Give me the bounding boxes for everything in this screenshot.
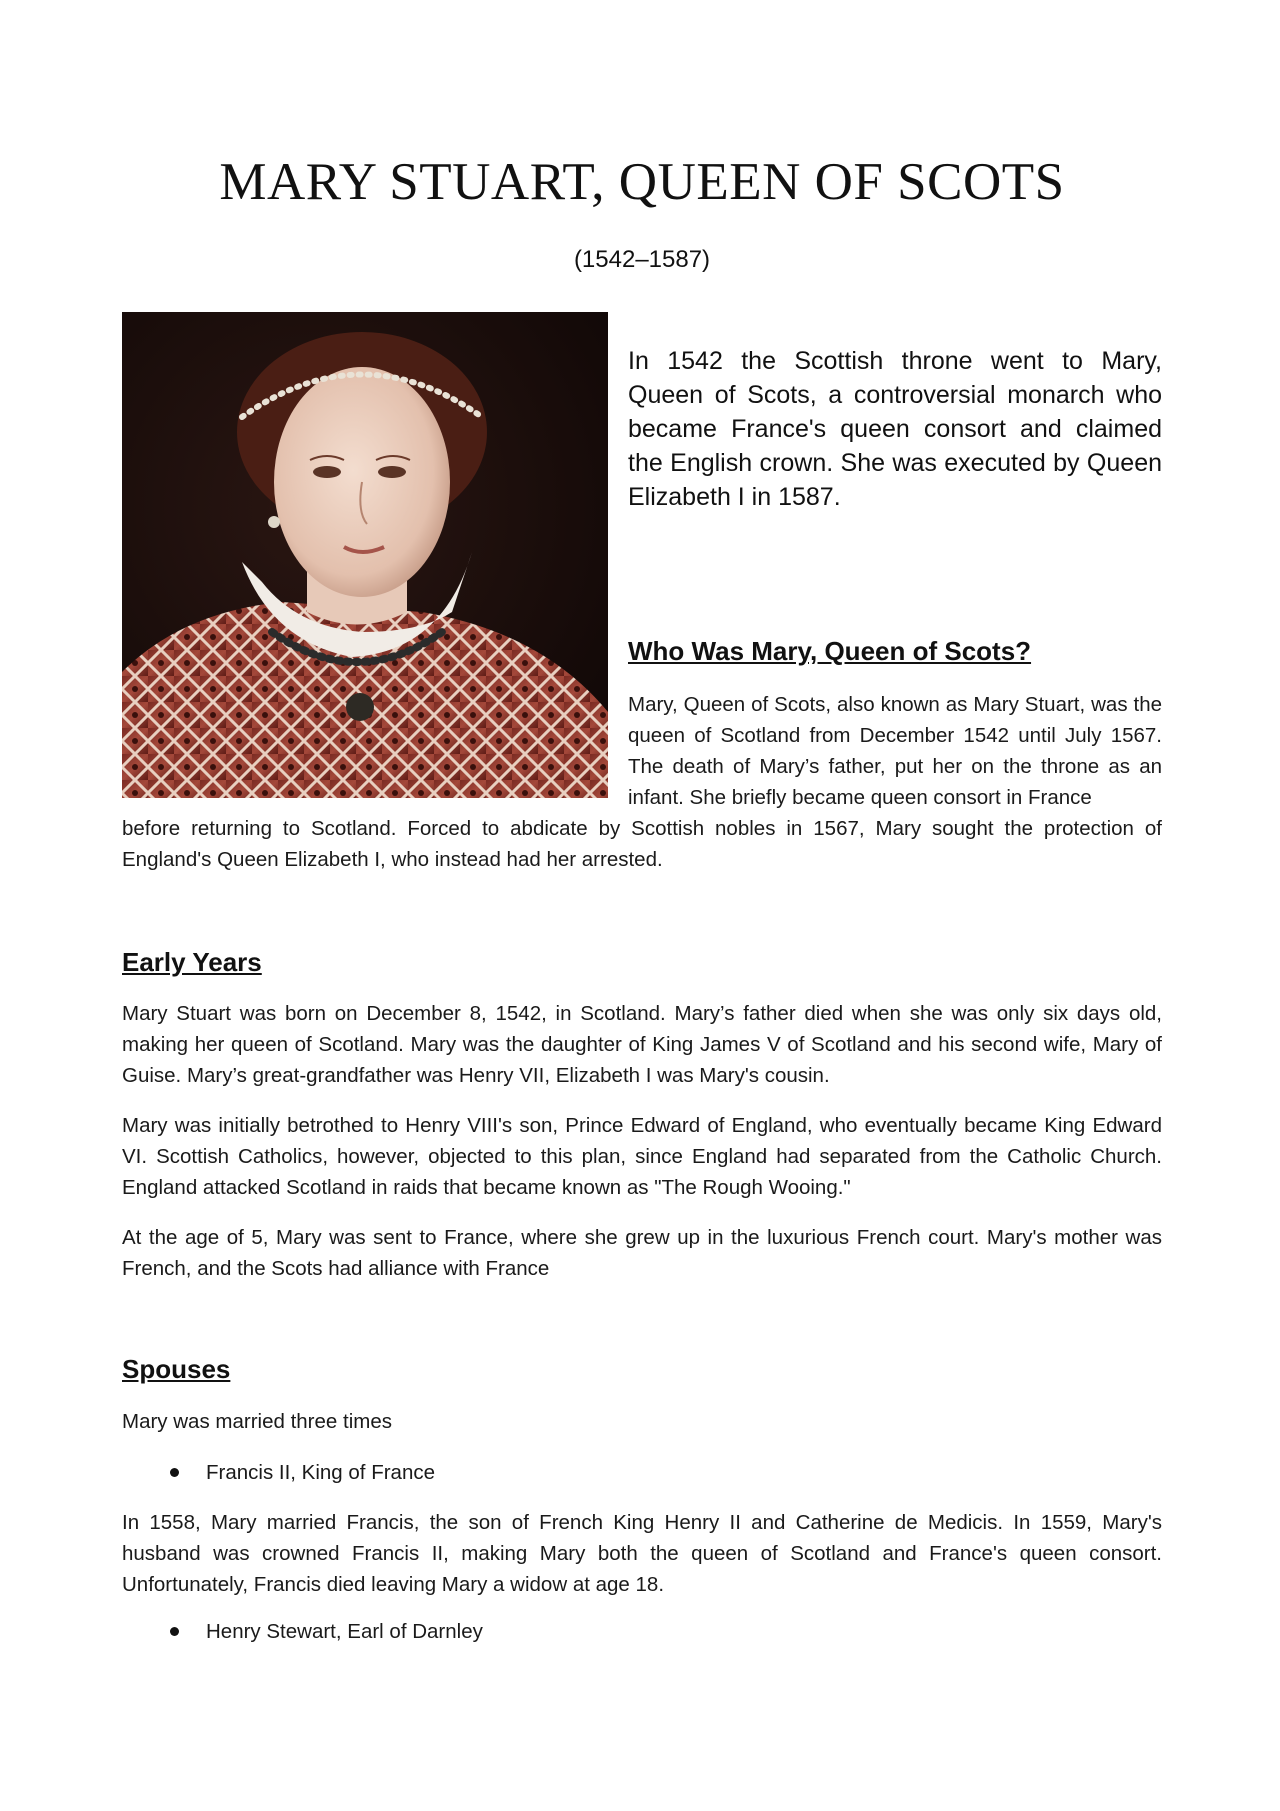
portrait-image: [122, 312, 608, 798]
bullet-icon: [170, 1468, 179, 1477]
section-heading-who: Who Was Mary, Queen of Scots?: [628, 636, 1032, 666]
list-item: [170, 1616, 483, 1647]
early-paragraph: Mary Stuart was born on December 8, 1542, in Scotland. Mary’s father died when she was only six days old, making her queen of Scotland. Mary was the daughter of King James V of Scotland and his second wife, Mary of Guise. Mary’s great-grandfather was Henry VII, Elizabeth I was Mary's cousin.: [122, 1002, 1162, 1087]
intro-text: In 1542 the Scottish throne went to Mary, Queen of Scots, a controversial monarch who became France's queen consort and claimed the English crown. She was executed by Queen Elizabeth I in 1587.: [628, 347, 1162, 511]
section-heading-early-years: Early Years: [122, 947, 262, 977]
spouse-paragraph: In 1558, Mary married Francis, the son of French King Henry II and Catherine de Medicis. In 1559, Mary's husband was crowned Francis II, making Mary both the queen of Scotland and France's queen consort. Unfortunately, Francis died leaving Mary a widow at age 18.: [122, 1511, 1162, 1596]
spouse-name: Henry Stewart, Earl of Darnley: [206, 1620, 483, 1643]
spouses-intro: Mary was married three times: [122, 1410, 392, 1433]
who-text-side: Mary, Queen of Scots, also known as Mary Stuart, was the queen of Scotland from December 1542 until July 1567. The death of Mary’s father, put her on the throne as an infant. She briefly became queen consort in France: [628, 693, 1162, 809]
bullet-icon: [170, 1627, 179, 1636]
early-paragraph: At the age of 5, Mary was sent to France, where she grew up in the luxurious French court. Mary's mother was French, and the Scots had alliance with France: [122, 1226, 1162, 1280]
life-dates: (1542–1587): [573, 246, 711, 273]
who-text-continued: before returning to Scotland. Forced to abdicate by Scottish nobles in 1567, Mary sought the protection of England's Queen Elizabeth I, who instead had her arrested.: [122, 817, 1162, 871]
list-item: [170, 1457, 435, 1488]
spouse-name: Francis II, King of France: [206, 1461, 436, 1484]
section-heading-spouses: Spouses: [122, 1354, 231, 1384]
page-title: MARY STUART, QUEEN OF SCOTS: [219, 153, 1065, 211]
early-paragraph: Mary was initially betrothed to Henry VIII's son, Prince Edward of England, who eventually became King Edward VI. Scottish Catholics, however, objected to this plan, since England had separated from the Catholic Church. England attacked Scotland in raids that became known as "The Rough Wooing.": [122, 1114, 1162, 1199]
